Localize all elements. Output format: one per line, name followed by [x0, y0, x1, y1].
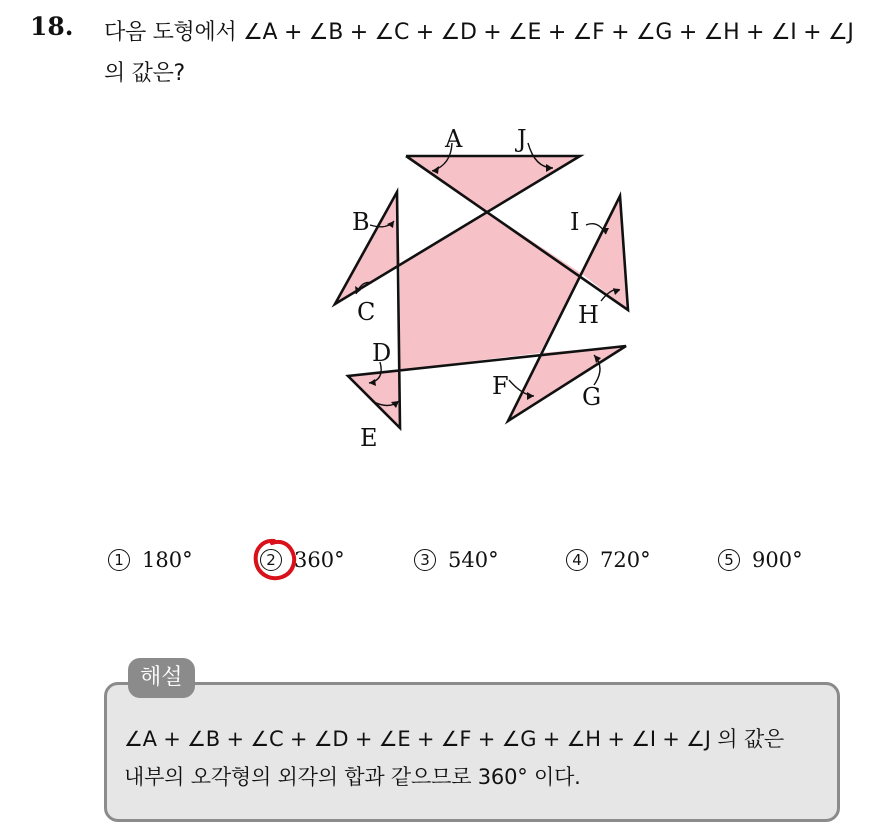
label-C: C [357, 298, 376, 326]
label-H: H [578, 301, 599, 329]
choice-5[interactable] [718, 548, 803, 572]
label-E: E [360, 424, 378, 452]
solution-tag: 해설 [128, 658, 195, 698]
choice-4-number: 4 [566, 549, 588, 571]
label-D: D [372, 339, 392, 367]
choice-5-value: 900° [752, 548, 803, 572]
choice-3-number: 3 [414, 549, 436, 571]
choice-3-value: 540° [448, 548, 499, 572]
label-A: A [445, 125, 463, 153]
solution-text-line1: ∠A + ∠B + ∠C + ∠D + ∠E + ∠F + ∠G + ∠H + ∠I + ∠J 의 값은 [124, 727, 784, 751]
choice-5-number: 5 [718, 549, 740, 571]
label-F: F [492, 372, 509, 400]
label-G: G [582, 383, 602, 411]
choice-4[interactable] [566, 548, 651, 572]
tip-top [406, 156, 580, 212]
question-number: 18. [30, 12, 74, 41]
choice-2-number: 2 [260, 549, 282, 571]
central-pentagon [400, 212, 582, 370]
choice-1-number: 1 [108, 549, 130, 571]
choice-1[interactable] [108, 548, 193, 572]
solution-text-line2: 내부의 오각형의 외각의 합과 같으므로 360° 이다. [124, 765, 581, 789]
choice-2[interactable] [260, 548, 345, 572]
choice-4-value: 720° [600, 548, 651, 572]
question-text-line2: 의 값은? [104, 61, 185, 86]
label-J: J [517, 125, 527, 153]
choice-3[interactable] [414, 548, 499, 572]
label-I: I [570, 208, 580, 236]
label-B: B [352, 208, 370, 236]
choice-2-value: 360° [294, 548, 345, 572]
choice-1-value: 180° [142, 548, 193, 572]
question-text-line1: 다음 도형에서 ∠A + ∠B + ∠C + ∠D + ∠E + ∠F + ∠G + ∠H + ∠I + ∠J [104, 20, 854, 45]
answer-choices [0, 540, 884, 584]
